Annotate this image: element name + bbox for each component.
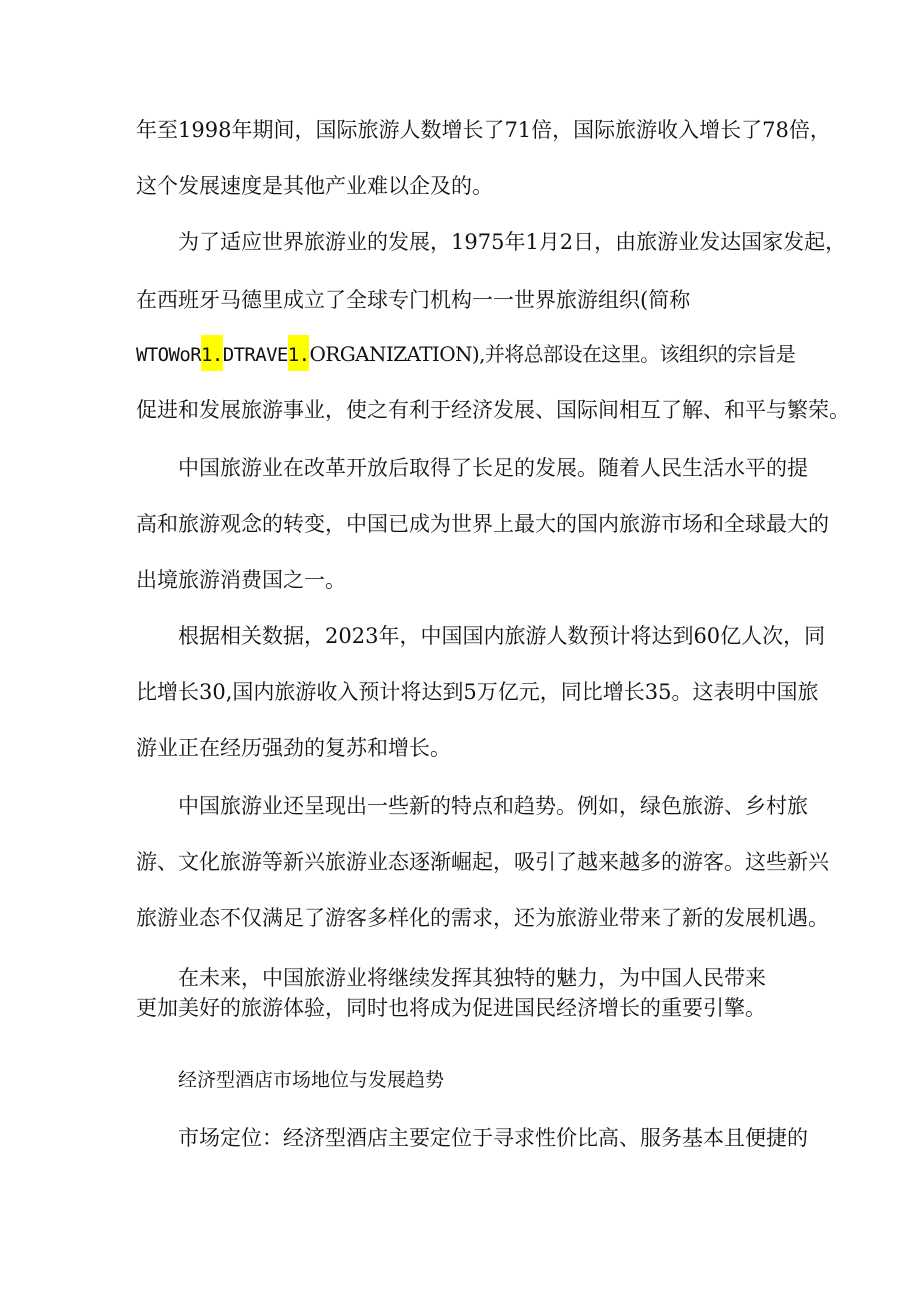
highlighted-text: 1. <box>288 335 310 371</box>
section-heading: 经济型酒店市场地位与发展趋势 <box>178 1069 445 1091</box>
text-line: 更加美好的旅游体验，同时也将成为促进国民经济增长的重要引擎。 <box>136 996 766 1020</box>
text-line: 这个发展速度是其他产业难以企及的。 <box>136 174 493 198</box>
text-line: 中国旅游业还呈现出一些新的特点和趋势。例如，绿色旅游、乡村旅 <box>178 794 808 818</box>
text-segment: ORGANIZATION),并将总部设在这里。该组织的宗旨是 <box>309 342 796 366</box>
highlighted-text: 1. <box>201 335 223 371</box>
text-line: 促进和发展旅游事业，使之有利于经济发展、国际间相互了解、和平与繁荣。 <box>136 398 850 422</box>
text-line: 在西班牙马德里成立了全球专门机构一一世界旅游组织(简称 <box>136 288 691 312</box>
text-line: 出境旅游消费国之一。 <box>136 568 346 592</box>
text-line: 根据相关数据，2023年，中国国内旅游人数预计将达到60亿人次，同 <box>178 624 826 648</box>
text-line: 中国旅游业在改革开放后取得了长足的发展。随着人民生活水平的提 <box>178 456 808 480</box>
text-line: 旅游业态不仅满足了游客多样化的需求，还为旅游业带来了新的发展机遇。 <box>136 906 829 930</box>
text-line: 年至1998年期间，国际旅游人数增长了71倍，国际旅游收入增长了78倍， <box>136 118 831 142</box>
text-segment: WTOWoR <box>136 344 202 366</box>
text-line: 为了适应世界旅游业的发展，1975年1月2日，由旅游业发达国家发起， <box>178 230 847 254</box>
text-line: 游业正在经历强劲的复苏和增长。 <box>136 736 451 760</box>
text-line: 高和旅游观念的转变，中国已成为世界上最大的国内旅游市场和全球最大的 <box>136 512 829 536</box>
text-line: 比增长30,国内旅游收入预计将达到5万亿元，同比增长35。这表明中国旅 <box>136 680 819 704</box>
text-line: 在未来，中国旅游业将继续发挥其独特的魅力，为中国人民带来 <box>178 966 766 990</box>
text-line: 市场定位：经济型酒店主要定位于寻求性价比高、服务基本且便捷的 <box>178 1126 808 1150</box>
text-line-highlighted <box>136 340 795 371</box>
text-line: 游、文化旅游等新兴旅游业态逐渐崛起，吸引了越来越多的游客。这些新兴 <box>136 850 829 874</box>
text-segment: DTRAVE <box>222 344 288 366</box>
